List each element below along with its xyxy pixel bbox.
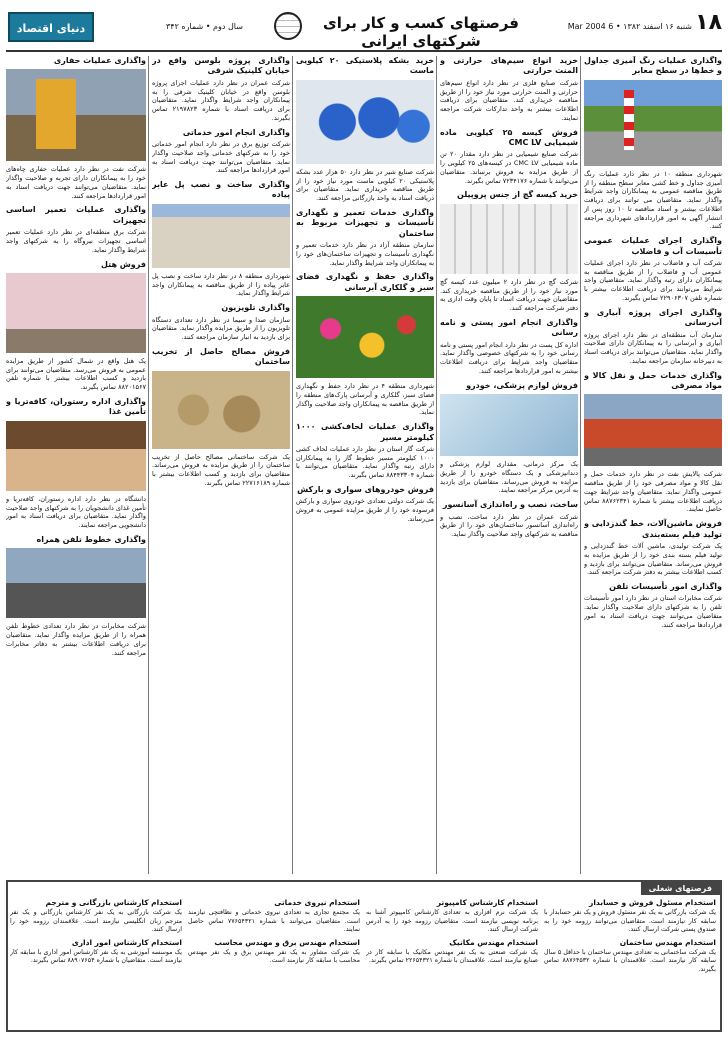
newspaper-logo: دنیای اقتصاد — [8, 12, 94, 42]
ad-body: یک شرکت مشاور به یک نفر مهندس برق و یک نفر مهندس محاسب با سابقه کار نیازمند است. — [188, 948, 360, 965]
flowers-photo — [296, 296, 434, 378]
article-headline: واگذاری اجرای پروژه آبیاری و آب‌رسانی — [584, 307, 722, 328]
truck-photo — [584, 394, 722, 466]
article-headline: واگذاری خطوط تلفن همراه — [36, 534, 146, 544]
article-body: سازمان منطقه آزاد در نظر دارد خدمات تعمیر و نگهداری تأسیسات و تجهیزات ساختمان‌های خود را به پیمانکاران واجد شرایط واگذار نماید. — [296, 241, 434, 267]
article — [296, 56, 434, 203]
column-divider — [292, 56, 293, 874]
drilling-rig-photo — [6, 69, 146, 161]
article-body: شرکت برق منطقه‌ای در نظر دارد عملیات تعمیر اساسی تجهیزات نیروگاه را به شرکتهای واجد شرایط واگذار نماید. — [6, 228, 146, 254]
article-headline: فروش خودروهای سواری و بارکش — [297, 485, 434, 494]
ad-body: یک شرکت بازرگانی به یک نفر مسئول فروش و یک نفر حسابدار با سابقه کار نیازمند است. متقاضیان می‌توانند رزومه خود را به صندوق پستی شرکت ارسال کنند. — [544, 909, 716, 934]
street-photo — [6, 548, 146, 618]
column-2 — [440, 56, 578, 874]
medical-equipment-photo — [440, 394, 578, 456]
ad-body: یک شرکت نرم افزاری به تعدادی کارشناس کامپیوتر آشنا به برنامه نویسی نیازمند است. متقاضیان رزومه خود را به آدرس شرکت ارسال کنند. — [366, 909, 538, 934]
article — [6, 56, 146, 200]
article — [6, 397, 146, 530]
article-body: اداره کل پست در نظر دارد انجام امور پستی و نامه رسانی خود را به شرکتهای خصوصی واگذار نماید. متقاضیان واجد شرایط برای دریافت اطلاعات بیشتر به امور قراردادها مراجعه کنند. — [440, 340, 578, 375]
article — [296, 272, 434, 417]
article — [440, 381, 578, 495]
article — [152, 180, 290, 298]
article-body: شرکت توزیع برق در نظر دارد انجام امور خدماتی خود را به شرکتهای خدماتی واجد صلاحیت واگذار نماید. متقاضیان می‌توانند جهت دریافت اسناد به امور قراردادها مراجعه کنند. — [152, 140, 290, 175]
article — [6, 205, 146, 254]
article-headline: واگذاری خدمات حمل و نقل کالا و مواد مصرفی — [584, 370, 722, 390]
sacks-photo — [440, 204, 578, 274]
article — [6, 260, 146, 392]
column-divider — [580, 56, 581, 874]
article-body: شرکت آب و فاضلاب در نظر دارد اجرای عملیات عمومی آب و فاضلاب را از طریق مناقصه به پیمانکاران دارای رتبه واگذار نماید. متقاضیان واجد شرایط می‌توانند برای دریافت اطلاعات بیشتر با شماره تلفن ۲۲۹۰۶۳۰۷ تماس بگیرند. — [584, 258, 722, 302]
hotel-photo — [6, 273, 146, 353]
article-headline: فروش هتل — [101, 259, 146, 269]
article-body: شرکت گچ در نظر دارد ۲ میلیون عدد کیسه گچ مورد نیاز خود را از طریق مناقصه خریداری کند. متقاضیان جهت دریافت اسناد تا پایان وقت اداری به دفتر شرکت مراجعه کنند. — [440, 277, 578, 313]
article-body: شرکت مخابرات استان در نظر دارد امور تأسیسات تلفن را به شرکتهای دارای صلاحیت واگذار نماید. متقاضیان می‌توانند جهت دریافت اسناد به امور قراردادها مراجعه کنند. — [584, 594, 722, 629]
ad-body: یک شرکت ساختمانی به تعدادی مهندس ساختمان با حداقل ۵ سال سابقه کار نیازمند است. علاقمندان با شماره ۸۸۷۶۴۵۳۲ تماس بگیرند. — [544, 948, 716, 973]
article-headline: واگذاری اجرای عملیات عمومی تأسیسات آب و فاضلاب — [584, 236, 722, 256]
article — [296, 485, 434, 524]
classified-grid — [12, 898, 716, 1026]
article — [6, 535, 146, 657]
article-body: شرکت مخابرات در نظر دارد تعدادی خطوط تلفن همراه را از طریق مزایده واگذار نماید. متقاضیان برای دریافت اطلاعات بیشتر به دفاتر مخابرات مراجعه کنند. — [6, 622, 146, 657]
article-headline: خرید کیسه گچ از جنس پروپیلن — [457, 190, 578, 200]
article-headline: واگذاری اداره رستوران، کافه‌تریا و تأمین غذا — [6, 396, 146, 417]
article-body: شرکت عمران در نظر دارد عملیات اجرای پروژه بلوسن واقع در خیابان کلینیک شرقی را به پیمانکاران واجد شرایط واگذار نماید. متقاضیان برای دریافت اسناد با شماره ۲۱۹۷۸۲۳ تماس بگیرند. — [152, 78, 290, 122]
article-headline: فروش کیسه ۲۵ کیلویی ماده شیمیایی CMC LV — [440, 127, 578, 147]
article-body: یک شرکت دولتی تعدادی خودروی سواری و بارکش فرسوده خود را از طریق مزایده عمومی به فروش می‌رساند. — [296, 497, 434, 523]
article-columns — [6, 56, 722, 874]
article-body: شرکت عمران در نظر دارد ساخت، نصب و راه‌اندازی آسانسور ساختمان‌های خود را از طریق مناقصه به شرکتهای واجد صلاحیت واگذار نماید. — [440, 512, 578, 539]
article-headline: واگذاری انجام امور پستی و نامه رسانی — [440, 317, 578, 338]
article-headline: واگذاری انجام امور خدماتی — [182, 127, 290, 137]
article-body: شهرداری منطقه ۸ در نظر دارد ساخت و نصب پل عابر پیاده را از طریق مناقصه به پیمانکاران واجد شرایط واگذار نماید. — [152, 271, 290, 298]
article — [584, 519, 722, 577]
article-headline: واگذاری ساخت و نصب پل عابر پیاده — [152, 180, 290, 200]
article — [152, 347, 290, 488]
article — [584, 371, 722, 515]
article-body: شرکت پالایش نفت در نظر دارد خدمات حمل و نقل کالا و مواد مصرفی خود را از طریق مناقصه عمومی واگذار نماید. متقاضیان واجد شرایط جهت دریافت اطلاعات بیشتر با شماره ۸۸۷۶۲۳۴۱ تماس حاصل نمایند. — [584, 470, 722, 514]
section-title: فرصتهای کسب و کار برای شرکتهای ایرانی — [323, 14, 519, 50]
article-headline: واگذاری پروژه بلوسن واقع در خیابان کلینیک شرقی — [152, 56, 290, 76]
classified-column — [366, 898, 538, 1026]
article-headline: خرید بشکه پلاستیکی ۲۰ کیلویی ماست — [296, 56, 434, 76]
article — [152, 128, 290, 175]
classified-column — [10, 898, 182, 1026]
article — [296, 422, 434, 480]
article-headline: واگذاری خدمات تعمیر و نگهداری تأسیسات و تجهیزات مربوط به ساختمان — [296, 207, 434, 238]
article-body: یک مرکز درمانی، مقداری لوازم پزشکی و دندانپزشکی و یک دستگاه خودرو را از طریق مزایده به فروش می‌رساند. متقاضیان برای بازدید به آدرس مرکز مراجعه نمایند. — [440, 460, 578, 495]
classified-ads-box — [6, 880, 722, 1032]
article — [584, 308, 722, 366]
ad-headline: استخدام کارشناس کامپیوتر — [436, 898, 538, 907]
article — [296, 208, 434, 267]
article-body: شرکت صنایع فلزی در نظر دارد انواع سیم‌های حرارتی و المنت حرارتی مورد نیاز خود را از طریق مناقصه خریداری کند. متقاضیان برای دریافت اطلاعات بیشتر به واحد تدارکات شرکت مراجعه نمایند. — [440, 78, 578, 122]
article-headline: خرید انواع سیم‌های حرارتی و المنت حرارتی — [440, 56, 578, 76]
globe-icon — [274, 12, 302, 40]
article-body: شهرداری منطقه ۱۰ در نظر دارد عملیات رنگ آمیزی جداول و خط کشی معابر سطح منطقه را از طریق مناقصه عمومی به پیمانکاران واجد شرایط واگذار نماید. متقاضیان می توانند برای دریافت اطلاعات بیشتر و اسناد مناقصه تا ۱۰ روز پس از انتشار آگهی به امور قراردادهای شهرداری مراجعه کنند. — [584, 169, 722, 231]
article — [440, 190, 578, 312]
article — [440, 128, 578, 186]
article-headline: واگذاری عملیات تعمیر اساسی تجهیزات — [6, 205, 146, 225]
article-headline: واگذاری امور تأسیسات تلفن — [609, 582, 722, 592]
ad-headline: استخدام مهندس مکانیک — [449, 937, 538, 947]
article — [584, 236, 722, 303]
ad-headline: استخدام کارشناس بازرگانی و مترجم — [45, 898, 182, 907]
article-body: شهرداری منطقه ۴ در نظر دارد حفظ و نگهداری فضای سبز، گلکاری و آبرسانی پارک‌های منطقه را از طریق مناقصه به پیمانکاران واجد صلاحیت واگذار نماید. — [296, 382, 434, 417]
column-1 — [584, 56, 722, 874]
article-body: شرکت صنایع شیمیایی در نظر دارد مقدار ۲۰ تن ماده شیمیایی CMC LV در کیسه‌های ۲۵ کیلویی را از طریق مزایده به فروش برساند. متقاضیان می‌توانند با شماره ۷۲۳۴۱۷۶ تماس بگیرند. — [440, 150, 578, 185]
article-body: شرکت گاز استان در نظر دارد عملیات لحاف کشی ۱۰۰۰ کیلومتر مسیر خطوط گاز را به پیمانکاران دارای رتبه واگذار نماید. متقاضیان می‌توانند با شماره ۸۸۴۴۳۳۰۴ تماس بگیرند. — [296, 444, 434, 480]
issue-date: شنبه ۱۶ اسفند ۱۳۸۲ • 6 Mar 2004 — [567, 22, 692, 31]
article — [440, 56, 578, 123]
ad-headline: استخدام مهندس برق و مهندس محاسب — [214, 937, 360, 947]
article — [152, 56, 290, 123]
barrels-photo — [296, 80, 434, 164]
article-body: یک شرکت ساختمانی مصالح حاصل از تخریب ساختمان را از طریق مزایده به فروش می‌رساند. متقاضیان برای بازدید و کسب اطلاعات بیشتر با شماره ۲۲۷۱۶۱۸۹ تماس بگیرند. — [152, 452, 290, 487]
article-body: دانشگاه در نظر دارد اداره رستوران، کافه‌تریا و تأمین غذای دانشجویان را به شرکتهای واجد صلاحیت واگذار نماید. متقاضیان برای دریافت اسناد به امور دانشجویی مراجعه نمایند. — [6, 494, 146, 530]
ad-body: یک شرکت صنعتی به یک نفر مهندس مکانیک با سابقه کار در صنایع نیازمند است. علاقمندان با شماره ۲۲۶۵۴۳۲۱ تماس بگیرند. — [366, 948, 538, 965]
page-header — [6, 8, 722, 52]
classified-title: فرصتهای شغلی — [641, 882, 720, 895]
ad-body: یک شرکت بازرگانی به یک نفر کارشناس بازرگانی و یک نفر مترجم زبان انگلیسی نیازمند است. علاقمندان رزومه خود را ارسال کنند. — [10, 909, 182, 934]
ad-headline: استخدام مسئول فروش و حسابدار — [589, 898, 716, 907]
article — [152, 303, 290, 342]
classified-column — [188, 898, 360, 1026]
column-5 — [6, 56, 146, 874]
article-body: شرکت صنایع شیر در نظر دارد ۵۰ هزار عدد بشکه پلاستیکی ۲۰ کیلویی ماست مورد نیاز خود را از طریق مناقصه خریداری نماید. متقاضیان برای دریافت اسناد به واحد بازرگانی مراجعه کنند. — [296, 167, 434, 203]
column-4 — [152, 56, 290, 874]
ad-body: یک موسسه آموزشی به یک نفر کارشناس امور اداری با سابقه کار نیازمند است. متقاضیان با شماره ۸۸۹۰۷۶۵۴ تماس بگیرند. — [10, 948, 182, 965]
article-body: یک شرکت تولیدی، ماشین آلات خط گندزدایی و تولید فیلم بسته بندی خود را از طریق مزایده به فروش می‌رساند. متقاضیان می‌توانند برای بازدید و کسب اطلاعات بیشتر به دفتر شرکت مراجعه کنند. — [584, 541, 722, 577]
rubble-photo — [152, 371, 290, 449]
article-headline: واگذاری عملیات لحاف‌کشی ۱۰۰۰ کیلومتر مسیر — [296, 422, 434, 442]
article — [584, 582, 722, 629]
ad-headline: استخدام مهندس ساختمان — [619, 937, 716, 947]
ad-headline: استخدام نیروی خدماتی — [274, 898, 360, 907]
ad-body: یک مجتمع تجاری به تعدادی نیروی خدماتی و نظافتچی نیازمند است. متقاضیان می‌توانند با شماره ۷۷۶۵۴۳۲۱ تماس حاصل نمایند. — [188, 909, 360, 934]
classified-column — [544, 898, 716, 1026]
building-photo — [152, 204, 290, 268]
column-3 — [296, 56, 434, 874]
article-headline: ساخت، نصب و راه‌اندازی آسانسور — [442, 500, 578, 510]
article-headline: واگذاری حفظ و نگهداری فضای سبز و گلکاری آبرسانی — [296, 272, 434, 292]
article-body: سازمان صدا و سیما در نظر دارد تعدادی دستگاه تلویزیون را از طریق مزایده واگذار نماید. متقاضیان برای بازدید به انبار سازمان مراجعه کنند. — [152, 315, 290, 342]
article-headline: واگذاری عملیات حفاری — [53, 56, 146, 65]
article-body: سازمان آب منطقه‌ای در نظر دارد اجرای پروژه آبیاری و آبرسانی را به پیمانکاران دارای صلاحیت واگذار نماید. متقاضیان می‌توانند برای دریافت اسناد به دبیرخانه سازمان مراجعه نمایند. — [584, 330, 722, 365]
article-body: شرکت نفت در نظر دارد عملیات حفاری چاه‌های خود را به پیمانکاران دارای تجربه و صلاحیت واگذار نماید. متقاضیان می‌توانند جهت دریافت اسناد به امور قراردادها مراجعه کنند. — [6, 165, 146, 200]
article — [440, 318, 578, 376]
article-headline: واگذاری تلویزیون — [221, 303, 290, 313]
restaurant-photo — [6, 421, 146, 491]
article-body: یک هتل واقع در شمال کشور از طریق مزایده عمومی به فروش می‌رسد. متقاضیان می‌توانند برای بازدید و کسب اطلاعات بیشتر با شماره تلفن ۸۸۲۰۱۵۶۷ تماس بگیرند. — [6, 356, 146, 392]
article-headline: واگذاری عملیات رنگ آمیزی جداول و خط‌ها در سطح معابر — [584, 56, 722, 76]
article — [584, 56, 722, 231]
column-divider — [436, 56, 437, 874]
page-number: ۱۸ — [695, 10, 722, 35]
article-headline: فروش مصالح حاصل از تخریب ساختمان — [152, 346, 290, 367]
article-headline: فروش لوازم پزشکی، خودرو — [466, 380, 578, 390]
article-headline: فروش ماشین‌آلات، خط گندزدایی و تولید فیلم بسته‌بندی — [584, 519, 722, 539]
ad-headline: استخدام کارشناس امور اداری — [71, 937, 182, 947]
article — [440, 500, 578, 539]
issue-number: سال دوم • شماره ۳۴۲ — [166, 22, 243, 31]
column-divider — [148, 56, 149, 874]
road-sign-photo — [584, 80, 722, 166]
